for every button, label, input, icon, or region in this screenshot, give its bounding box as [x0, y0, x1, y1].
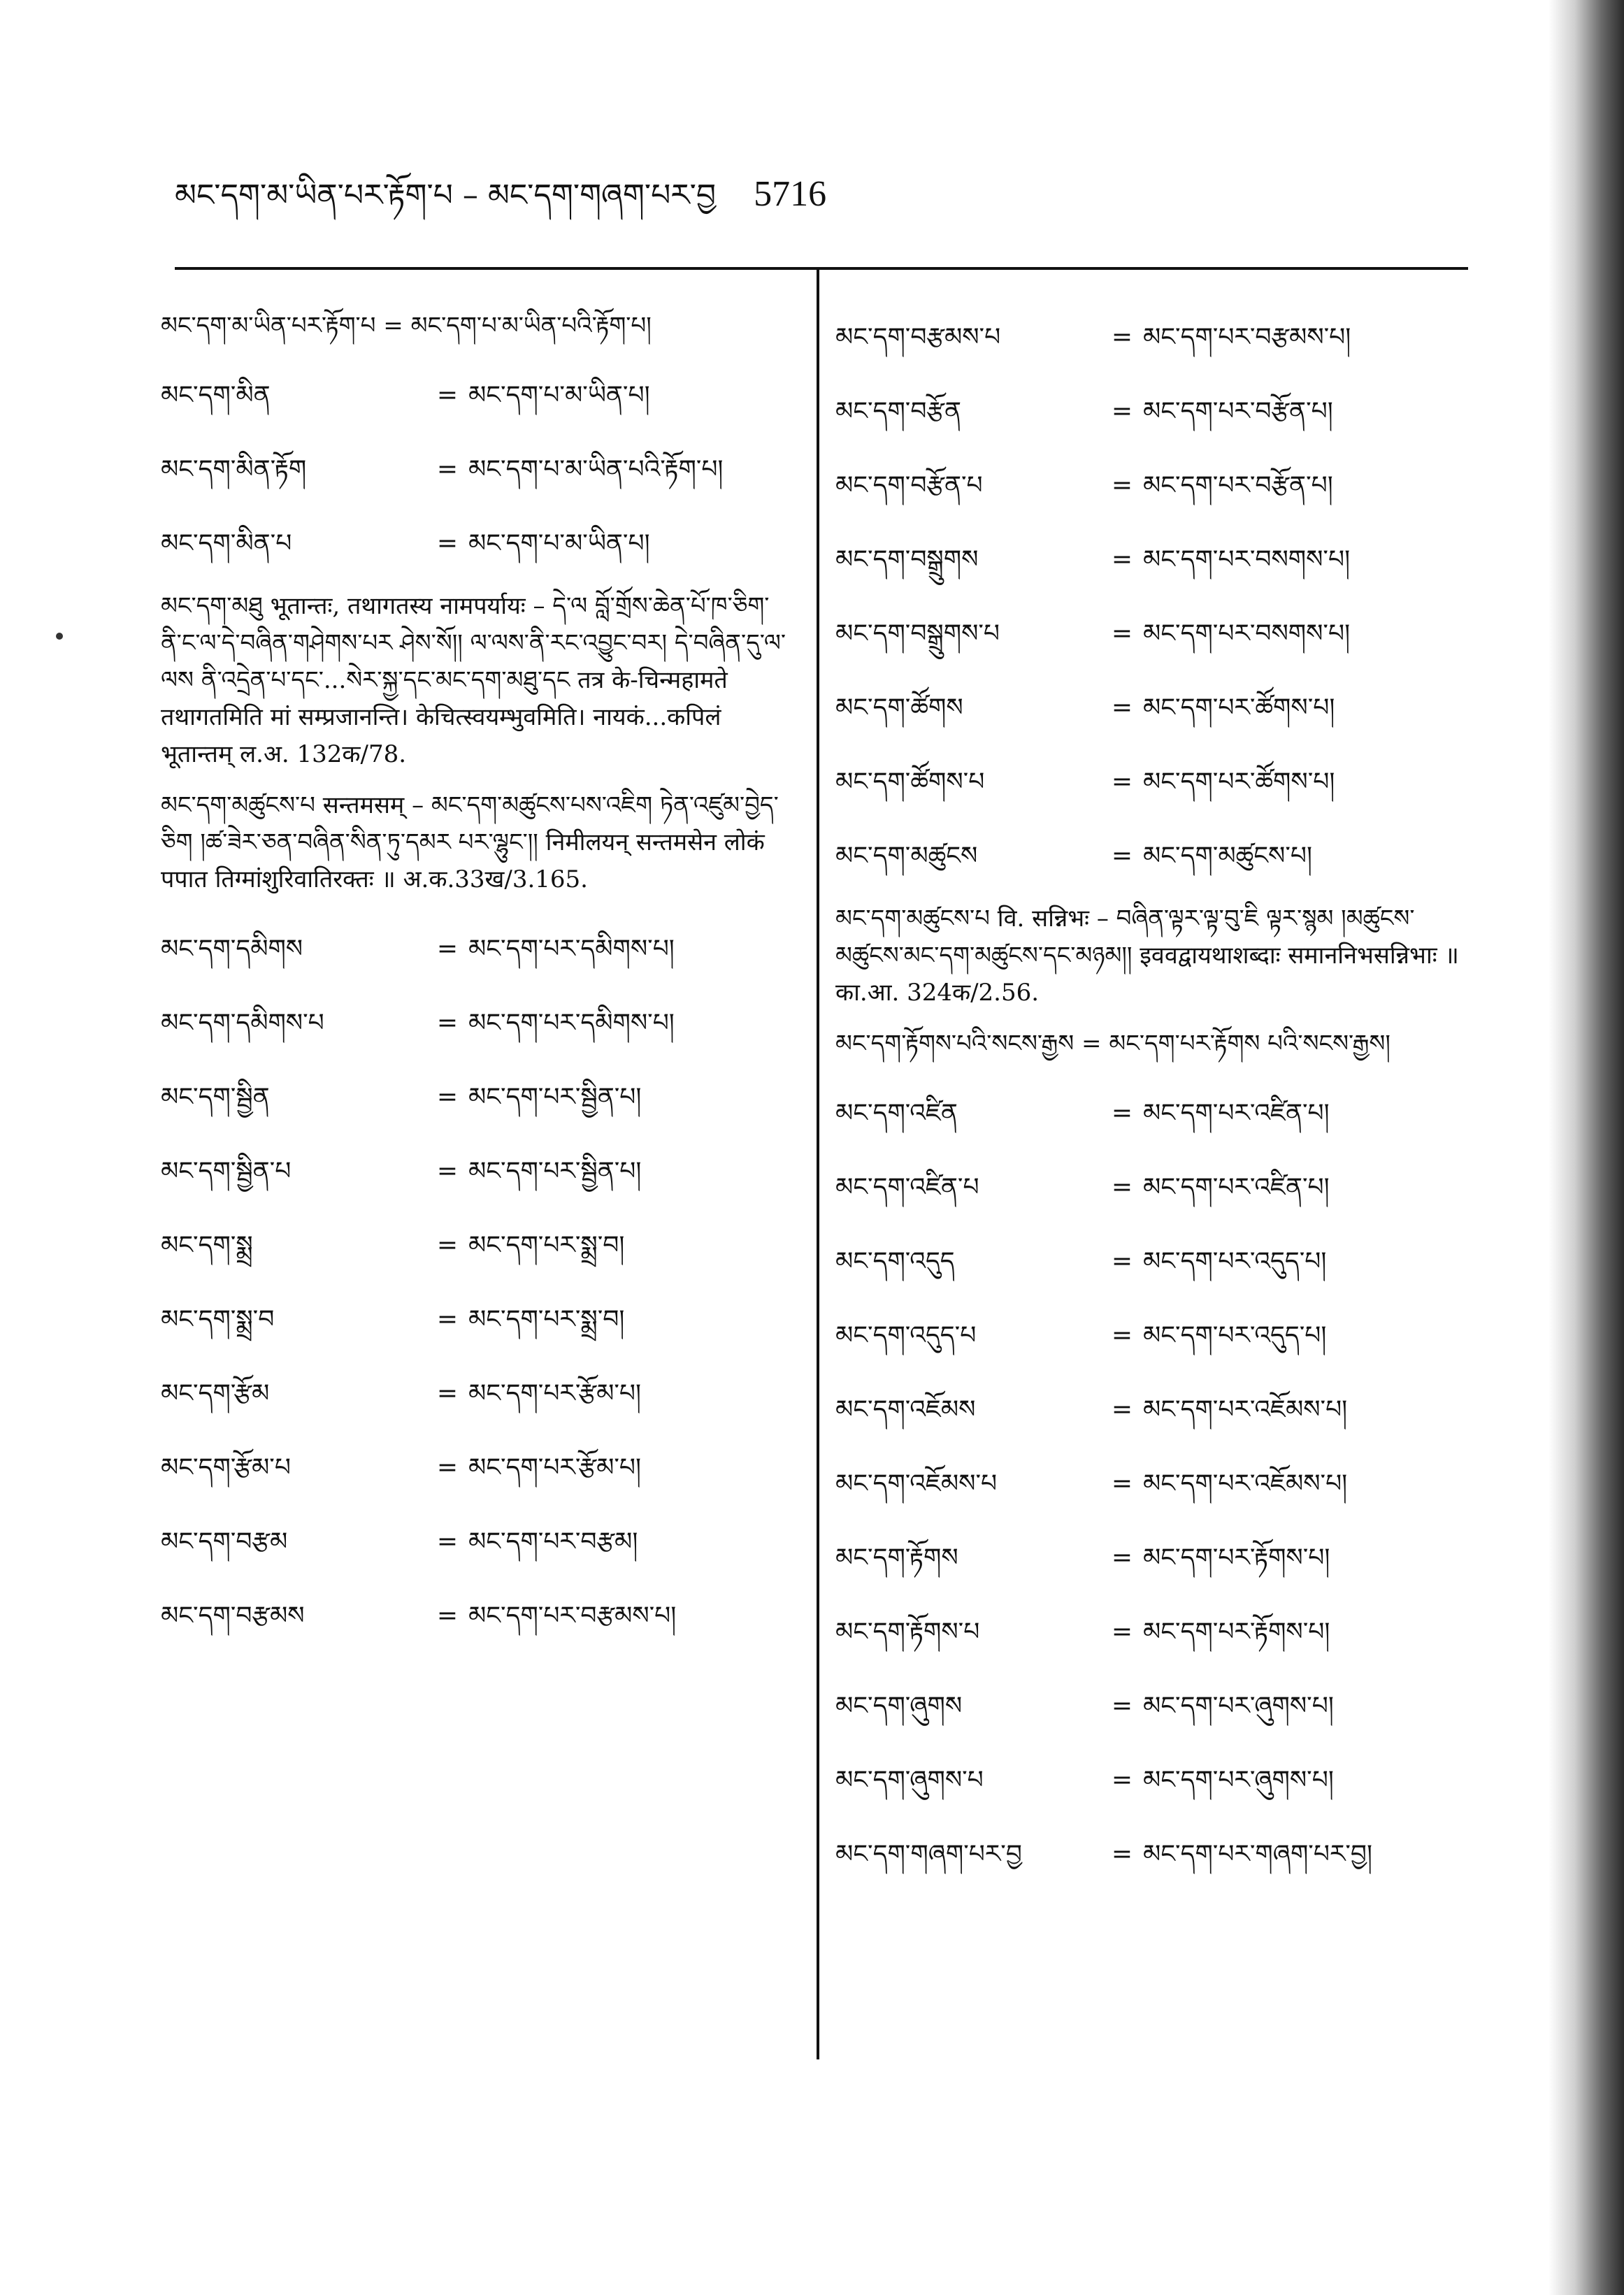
definition: མང་དག་པར་བསགས་པ། [1143, 545, 1351, 574]
definition: = མང་དག་པར་རྟོགས པའི་སངས་རྒྱས། [1082, 1030, 1391, 1058]
headword: མང་དག་མ་ཡིན་པར་རྟོག་པ [161, 312, 376, 340]
headword: མང་དག་མིན་པ [161, 529, 292, 558]
equals-sign: = [1111, 842, 1133, 870]
equals-sign: = [1111, 1618, 1133, 1646]
definition: མང་དག་པ་མ་ཡིན་པ། [468, 529, 650, 558]
headword: མང་དག་རྩོམ [161, 1379, 270, 1408]
margin-speck [56, 633, 63, 640]
entry-row [835, 1669, 1465, 1743]
definition: མང་དག་པར་རྩོམ་པ། [468, 1379, 641, 1408]
definition: མང་དག་པར་བརྩམ། [468, 1527, 638, 1556]
entry-row [835, 1151, 1465, 1225]
equals-sign: = [436, 381, 459, 410]
definition: མང་དག་པར་རྩོམ་པ། [468, 1453, 641, 1482]
left-column [161, 301, 790, 1653]
headword: མང་དག་མཚུངས་པ [161, 791, 315, 819]
entry-row [835, 1299, 1465, 1373]
running-header [175, 166, 1503, 222]
equals-sign: = [1111, 693, 1133, 722]
entry-row [835, 1818, 1465, 1892]
equals-sign: = [1111, 1840, 1133, 1869]
equals-sign: = [1111, 1469, 1133, 1498]
equals-sign: = [1111, 1321, 1133, 1350]
entry-block [835, 900, 1465, 1012]
entry-row [161, 1209, 790, 1283]
entry-row [835, 819, 1465, 893]
definition: མང་དག་པར་རྟོགས་པ། [1143, 1618, 1330, 1646]
definition: མང་དག་པར་དམིགས་པ། [468, 935, 675, 963]
entry-row [835, 449, 1465, 523]
headword: མང་དག་ཞུགས་པ [835, 1766, 984, 1794]
entry-row [835, 301, 1465, 375]
equals-sign: = [436, 1602, 459, 1630]
definition: མང་དག་པ་མ་ཡིན་པའི་རྟོག་པ། [468, 455, 724, 484]
equals-sign: = [1111, 471, 1133, 500]
header-rule [175, 267, 1468, 270]
equals-sign: = [1111, 1173, 1133, 1202]
entry-row [161, 507, 790, 581]
equals-sign: = [436, 1379, 459, 1408]
entry-row [835, 1521, 1465, 1595]
headword: མང་དག་འཛིན [835, 1099, 958, 1128]
entry-row [161, 1135, 790, 1209]
definition: सन्तमसम् – མང་དག་མཚུངས་པས་འཇིག ཏེན་འཛུམ་བྱེད་ཅིག །ཚ་ཟེར་ཅན་བཞིན་སིན་ཏུ་དམར པར་ལྷུང་།། निमीलयन् सन्तमसेन लोकं पपात तिग्मांशुरिवातिरक्तः ॥ अ.क.33ख/3.165. [161, 791, 779, 893]
equals-sign: = [1111, 1247, 1133, 1276]
headword: མང་དག་བརྩོན [835, 397, 962, 426]
equals-sign: = [436, 1083, 459, 1111]
headword: མང་དག་སྦྱིན་པ [161, 1157, 292, 1186]
right-column [835, 301, 1465, 1892]
definition: མང་དག་པར་ཚོགས་པ། [1143, 693, 1335, 722]
headword: མང་དག་བརྩོན་པ [835, 471, 983, 500]
entry-row [835, 1447, 1465, 1521]
headword: མང་དག་བརྩམས [161, 1602, 305, 1630]
entry-row [161, 1357, 790, 1431]
definition: མང་དག་པར་དམིགས་པ། [468, 1009, 675, 1037]
headword: མང་དག་འཇོམས་པ [835, 1469, 998, 1498]
headword: མང་དག་མིན་རྟོག [161, 455, 307, 484]
entry-row [161, 1431, 790, 1505]
entry-row [835, 597, 1465, 671]
entry-row [161, 433, 790, 507]
definition: མང་དག་པར་འཛིན་པ། [1143, 1173, 1330, 1202]
headword: མང་དག་ཞུགས [835, 1692, 963, 1720]
equals-sign: = [1111, 397, 1133, 426]
headword: མང་དག་དམིགས་པ [161, 1009, 324, 1037]
entry-row [161, 912, 790, 986]
headword: མང་དག་ཚོགས [835, 693, 963, 722]
equals-sign: = [1111, 768, 1133, 796]
page-number: 5716 [754, 174, 827, 214]
equals-sign: = [436, 1453, 459, 1482]
equals-sign: = [436, 1157, 459, 1186]
definition: भूतान्तः, तथागतस्य नामपर्यायः – དེ་ལ བློ་གྲོས་ཆེན་པོ་ཁ་ཅིག་ནི་ང་ལ་དེ་བཞིན་གཤེགས་པར ཤེས་སོ།། ལ་ལས་ནི་རང་འབྱུང་བར། དེ་བཞིན་དུ་ལ་ལས ནི་འདྲེན་པ་དང་...སེར་སྐྱ་དང་མང་དག་མཐུ་དང तत्र के-चिन्महामते तथागतमिति मां सम्प्रजानन्ति। केचित्स्वयम्भुवमिति। नायकं...कपिलं भूतान्तम् ल.अ. 132क/78. [161, 592, 786, 768]
entry-row [161, 1579, 790, 1653]
entry-row [835, 1373, 1465, 1447]
definition: མང་དག་པ་མ་ཡིན་པའི་རྟོག་པ། [410, 312, 652, 340]
definition: མང་དག་པར་རྟོགས་པ། [1143, 1544, 1330, 1572]
definition: མང་དག་པར་བསགས་པ། [1143, 619, 1351, 648]
definition: མང་དག་པར་ཞུགས་པ། [1143, 1692, 1334, 1720]
equals-sign: = [1111, 323, 1133, 352]
headword: མང་དག་སྨྲ [161, 1231, 253, 1260]
definition: མང་དག་པར་འདུད་པ། [1143, 1321, 1327, 1350]
entry-row [835, 1743, 1465, 1818]
equals-sign: = [436, 529, 459, 558]
headword: མང་དག་རྟོགས་པའི་སངས་རྒྱས [835, 1030, 1075, 1058]
headword: མང་དག་མཐུ [161, 592, 263, 620]
entry-block [161, 787, 790, 898]
definition: མང་དག་མཚུངས་པ། [1143, 842, 1312, 870]
equals-sign: = [436, 1009, 459, 1037]
equals-sign: = [383, 312, 403, 340]
headword: མང་དག་རྟོགས [835, 1544, 958, 1572]
headword: མང་དག་བརྩམ [161, 1527, 288, 1556]
entry-row [835, 375, 1465, 449]
definition: མང་དག་པ་མ་ཡིན་པ། [468, 381, 650, 410]
headword: མང་དག་བསྒྲུགས [835, 545, 979, 574]
entry-block [161, 308, 790, 345]
definition: མང་དག་པར་འཇོམས་པ། [1143, 1469, 1348, 1498]
headword: མང་དག་བསྒྲུགས་པ [835, 619, 1000, 648]
equals-sign: = [1111, 1395, 1133, 1424]
equals-sign: = [436, 1305, 459, 1334]
definition: མང་དག་པར་ཞུགས་པ། [1143, 1766, 1334, 1794]
definition: མང་དག་པར་བརྩམས་པ། [1143, 323, 1351, 352]
definition: མང་དག་པར་ཚོགས་པ། [1143, 768, 1335, 796]
headword: མང་དག་ཚོགས་པ [835, 768, 985, 796]
column-divider [817, 270, 819, 2059]
entry-row [835, 523, 1465, 597]
headword: མང་དག་འཇོམས [835, 1395, 976, 1424]
definition: མང་དག་པར་འདུད་པ། [1143, 1247, 1327, 1276]
equals-sign: = [1111, 545, 1133, 574]
entry-row [161, 1283, 790, 1357]
definition: མང་དག་པར་སྦྱིན་པ། [468, 1083, 642, 1111]
headword: མང་དག་མཚུངས [835, 842, 978, 870]
headword: མང་དག་རྩོམ་པ [161, 1453, 291, 1482]
headword: མང་དག་རྟོགས་པ [835, 1618, 980, 1646]
entry-row [835, 1225, 1465, 1299]
entry-row [835, 1077, 1465, 1151]
definition: वि. सन्निभः – བཞིན་ལྟར་ལྟ་བུ་ཇི ལྟར་སྙམ །མཚུངས་མཚུངས་མང་དག་མཚུངས་དང་མཉམ།། इववद्वायथाशब्दाः समाननिभसन्निभाः ॥ का.आ. 324क/2.56. [835, 905, 1459, 1007]
headword: མང་དག་འཛིན་པ [835, 1173, 979, 1202]
equals-sign: = [436, 935, 459, 963]
equals-sign: = [1111, 1766, 1133, 1794]
headword: མང་དག་མཚུངས་པ [835, 905, 990, 933]
definition: མང་དག་པར་སྨྲ་བ། [468, 1305, 625, 1334]
definition: མང་དག་པར་གཞག་པར་བྱ། [1143, 1840, 1372, 1869]
entry-row [835, 745, 1465, 819]
equals-sign: = [1111, 1544, 1133, 1572]
equals-sign: = [436, 455, 459, 484]
entry-row [161, 1060, 790, 1135]
entry-row [835, 671, 1465, 745]
definition: མང་དག་པར་བརྩོན་པ། [1143, 471, 1333, 500]
equals-sign: = [1111, 1099, 1133, 1128]
headword: མང་དག་འདུད་པ [835, 1321, 977, 1350]
equals-sign: = [1111, 619, 1133, 648]
entry-row [161, 359, 790, 433]
headword: མང་དག་སྦྱིན [161, 1083, 270, 1111]
definition: མང་དག་པར་བརྩོན་པ། [1143, 397, 1333, 426]
headword: མང་དག་མིན [161, 381, 271, 410]
equals-sign: = [436, 1527, 459, 1556]
definition: མང་དག་པར་བརྩམས་པ། [468, 1602, 677, 1630]
equals-sign: = [436, 1231, 459, 1260]
headword: མང་དག་སྨྲ་བ [161, 1305, 275, 1334]
definition: མང་དག་པར་འཛིན་པ། [1143, 1099, 1330, 1128]
entry-row [161, 1505, 790, 1579]
headword: མང་དག་འདུད [835, 1247, 955, 1276]
definition: མང་དག་པར་སྦྱིན་པ། [468, 1157, 642, 1186]
equals-sign: = [1111, 1692, 1133, 1720]
entry-row [161, 986, 790, 1060]
definition: མང་དག་པར་སྨྲ་བ། [468, 1231, 625, 1260]
entry-row [835, 1595, 1465, 1669]
header-range: མང་དག་མ་ཡིན་པར་རྟོག་པ – མང་དག་གཞག་པར་བྱ [175, 178, 717, 213]
entry-block [161, 588, 790, 773]
definition: མང་དག་པར་འཇོམས་པ། [1143, 1395, 1348, 1424]
headword: མང་དག་བརྩམས་པ [835, 323, 1001, 352]
scanned-page-edge [1548, 0, 1624, 2295]
headword: མང་དག་དམིགས [161, 935, 303, 963]
entry-block [835, 1026, 1465, 1063]
headword: མང་དག་གཞག་པར་བྱ [835, 1840, 1022, 1869]
